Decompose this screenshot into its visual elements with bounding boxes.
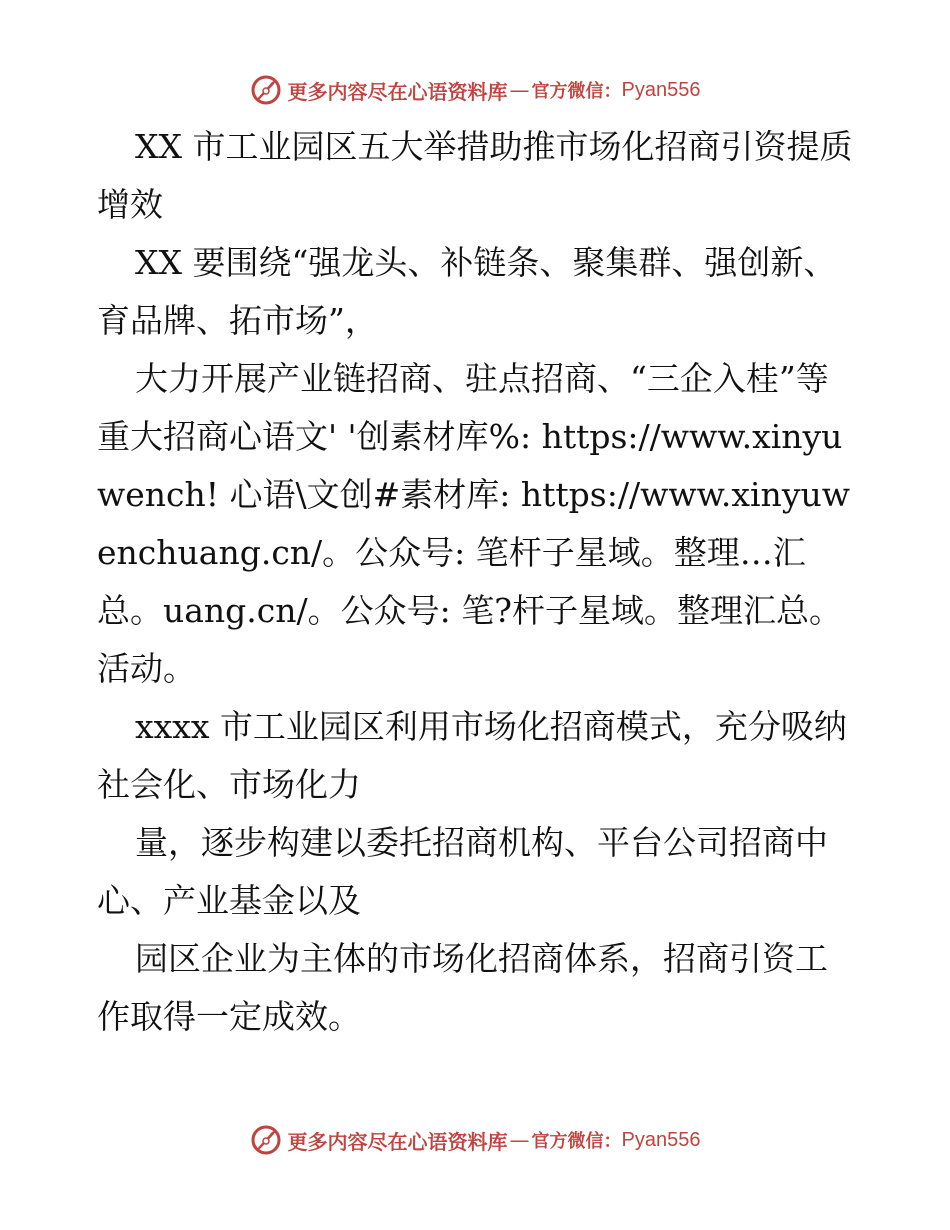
- paragraph-5: 量，逐步构建以委托招商机构、平台公司招商中心、产业基金以及: [97, 823, 828, 920]
- paragraph-title: XX 市工业园区五大举措助推市场化招商引资提质增效: [97, 127, 853, 224]
- quill-pen-logo-icon: [250, 1124, 282, 1156]
- footer-slogan: 更多内容尽在心语资料库: [287, 1129, 508, 1154]
- paragraph-6: 园区企业为主体的市场化招商体系，招商引资工作取得一定成效。: [97, 939, 828, 1036]
- quill-pen-logo-icon: [250, 74, 282, 106]
- paragraph-4: xxxx 市工业园区利用市场化招商模式，充分吸纳社会化、市场化力: [97, 707, 847, 804]
- paragraph-2: XX 要围绕“强龙头、补链条、聚集群、强创新、育品牌、拓市场”，: [97, 243, 837, 340]
- banner-wechat-id: Pyan556: [621, 78, 701, 101]
- footer-banner: [0, 1120, 950, 1160]
- header-banner: [0, 70, 950, 110]
- paragraph-3: 大力开展产业链招商、驻点招商、“三企入桂”等重大招商心语文' '创素材库%: https://www.xinyuwench! 心语\文创#素材库: https://www.xinyuwenchuang.cn/。公众号: 笔杆子星域。整理…汇总。uang.cn/。公众号: 笔?杆子星域。整理汇总。活动。: [97, 359, 850, 688]
- footer-separator: —: [509, 1128, 530, 1152]
- footer-wechat-id: Pyan556: [621, 1128, 701, 1151]
- banner-slogan: 更多内容尽在心语资料库: [287, 79, 508, 104]
- banner-separator: —: [509, 78, 530, 102]
- banner-wechat-label: 官方微信：: [531, 81, 622, 102]
- footer-wechat-label: 官方微信：: [531, 1131, 622, 1152]
- document-body: [97, 118, 857, 1046]
